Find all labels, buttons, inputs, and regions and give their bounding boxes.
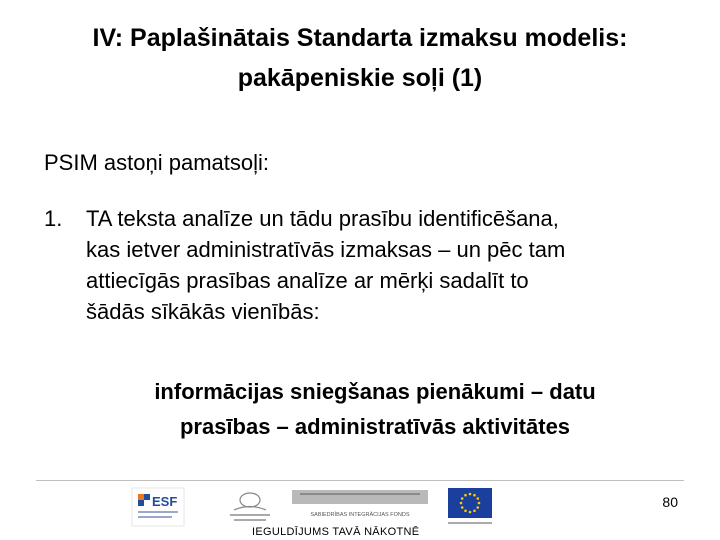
footer-slogan: IEGULDĪJUMS TAVĀ NĀKOTNĒ [252, 526, 420, 538]
eu-star-icon [460, 502, 463, 505]
funds-banner [292, 490, 428, 518]
list-item-line: TA teksta analīze un tādu prasību identificēšana, [86, 206, 559, 231]
footer-divider [36, 480, 684, 481]
ministry-emblem [230, 493, 270, 521]
emphasis-line-2: prasības – administratīvās aktivitātes [179, 414, 571, 439]
list-item-line: šādās sīkākās vienībās: [86, 299, 320, 324]
eu-star-icon [464, 494, 467, 497]
slide-title [20, 18, 700, 98]
page-number: 80 [662, 494, 678, 510]
list-item-line: attiecīgās prasības analīze ar mērķi sadalīt to [86, 268, 529, 293]
eu-flag [448, 488, 492, 524]
eu-star-icon [461, 506, 464, 509]
esf-logo-text: ESF [152, 494, 178, 509]
eu-star-icon [469, 511, 472, 514]
esf-logo [132, 488, 184, 526]
emphasis-line-1: informācijas sniegšanas pienākumi – datu [154, 379, 596, 404]
eu-star-icon [476, 497, 479, 500]
eu-star-icon [478, 502, 481, 505]
intro-text: PSIM astoņi pamatsoļi: [44, 150, 269, 175]
emphasis-text [100, 374, 650, 444]
eu-star-icon [473, 509, 476, 512]
eu-star-icon [461, 497, 464, 500]
eu-star-icon [469, 493, 472, 496]
eu-star-icon [473, 494, 476, 497]
list-item-number: 1. [44, 206, 63, 231]
footer-logos [130, 486, 500, 530]
list-item-line: kas ietver administratīvās izmaksas – un pēc tam [86, 237, 566, 262]
title-line-2: pakāpeniskie soļi (1) [237, 64, 483, 92]
funds-banner-text: SABIEDRĪBAS INTEGRĀCIJAS FONDS [310, 512, 410, 518]
logos-svg [130, 486, 500, 530]
eu-star-icon [464, 509, 467, 512]
list-item [44, 203, 694, 327]
eu-star-icon [476, 506, 479, 509]
title-line-1: IV: Paplašinātais Standarta izmaksu modelis: [92, 24, 628, 52]
